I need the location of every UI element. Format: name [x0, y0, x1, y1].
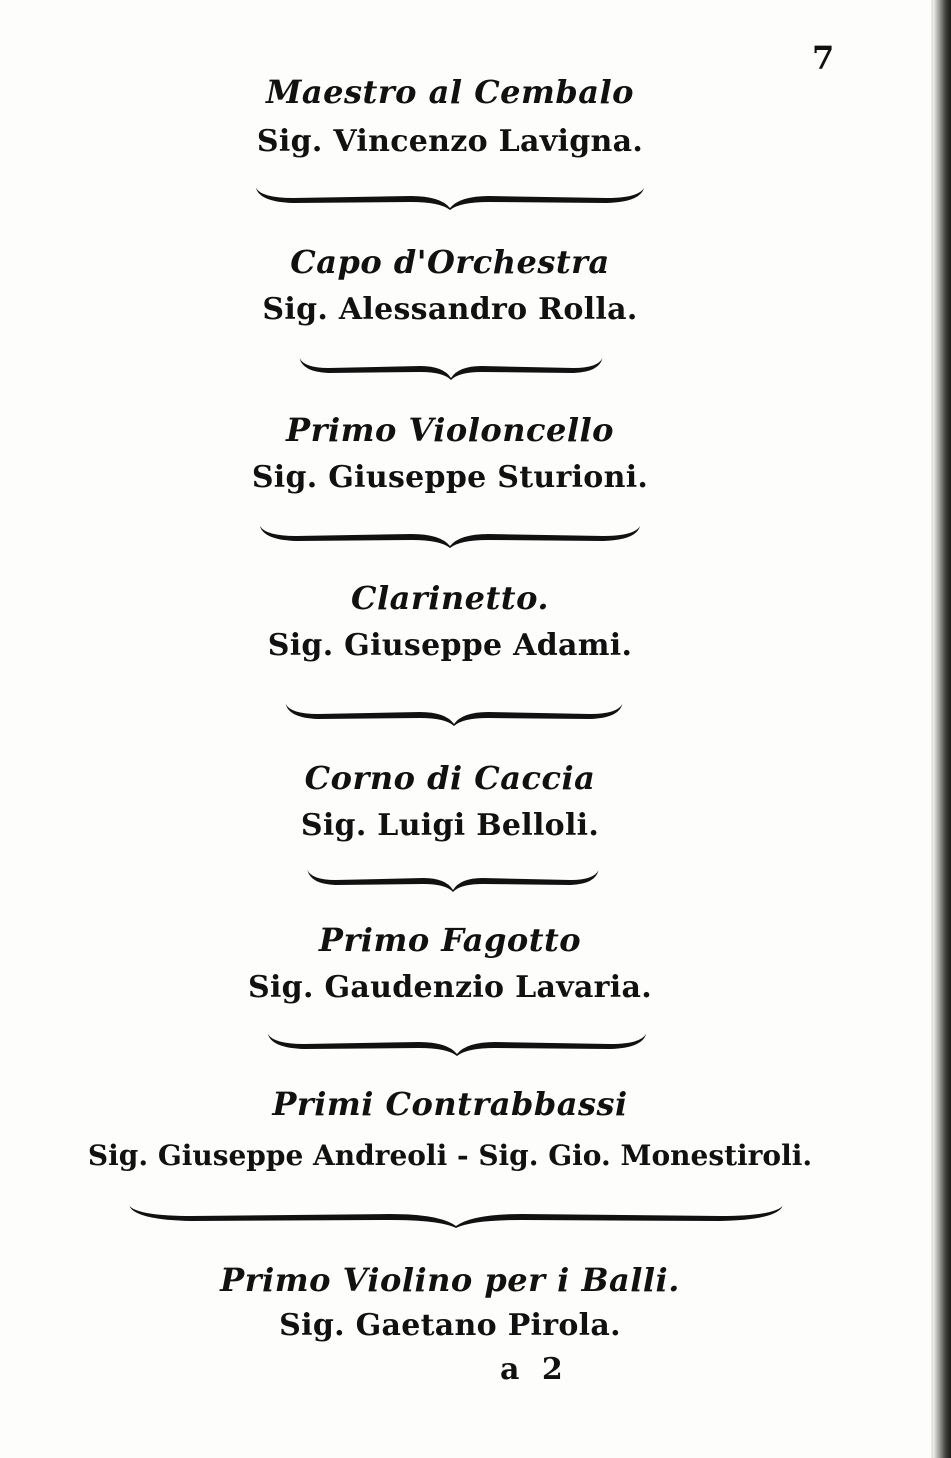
- book-spine-shadow: [933, 0, 951, 1458]
- role-heading: Clarinetto.: [351, 579, 549, 617]
- role-heading: Primi Contrabbassi: [272, 1085, 628, 1123]
- brace-divider: [126, 1200, 786, 1230]
- signature-mark: a 2: [500, 1352, 569, 1387]
- musician-name: Sig. Luigi Belloli.: [300, 808, 600, 843]
- role-heading: Primo Fagotto: [318, 921, 582, 959]
- musician-name: Sig. Gaudenzio Lavaria.: [248, 970, 652, 1005]
- brace-divider: [298, 352, 604, 382]
- musician-name: Sig. Alessandro Rolla.: [262, 292, 638, 327]
- role-heading: Capo d'Orchestra: [290, 243, 610, 281]
- musician-name: Sig. Giuseppe Andreoli - Sig. Gio. Monestiroli.: [87, 1139, 813, 1172]
- role-heading: Primo Violoncello: [286, 411, 614, 449]
- page-number: 7: [812, 39, 835, 77]
- musician-name: Sig. Giuseppe Adami.: [267, 628, 633, 663]
- role-heading: Primo Violino per i Balli.: [220, 1261, 680, 1299]
- brace-divider: [266, 1028, 648, 1058]
- musician-name: Sig. Gaetano Pirola.: [279, 1308, 621, 1343]
- musician-name: Sig. Giuseppe Sturioni.: [251, 460, 649, 495]
- role-heading: Maestro al Cembalo: [266, 73, 634, 111]
- brace-divider: [258, 520, 642, 550]
- musician-name: Sig. Vincenzo Lavigna.: [256, 124, 644, 159]
- brace-divider: [284, 698, 624, 728]
- brace-divider: [254, 182, 646, 212]
- role-heading: Corno di Caccia: [304, 759, 596, 797]
- brace-divider: [306, 864, 600, 894]
